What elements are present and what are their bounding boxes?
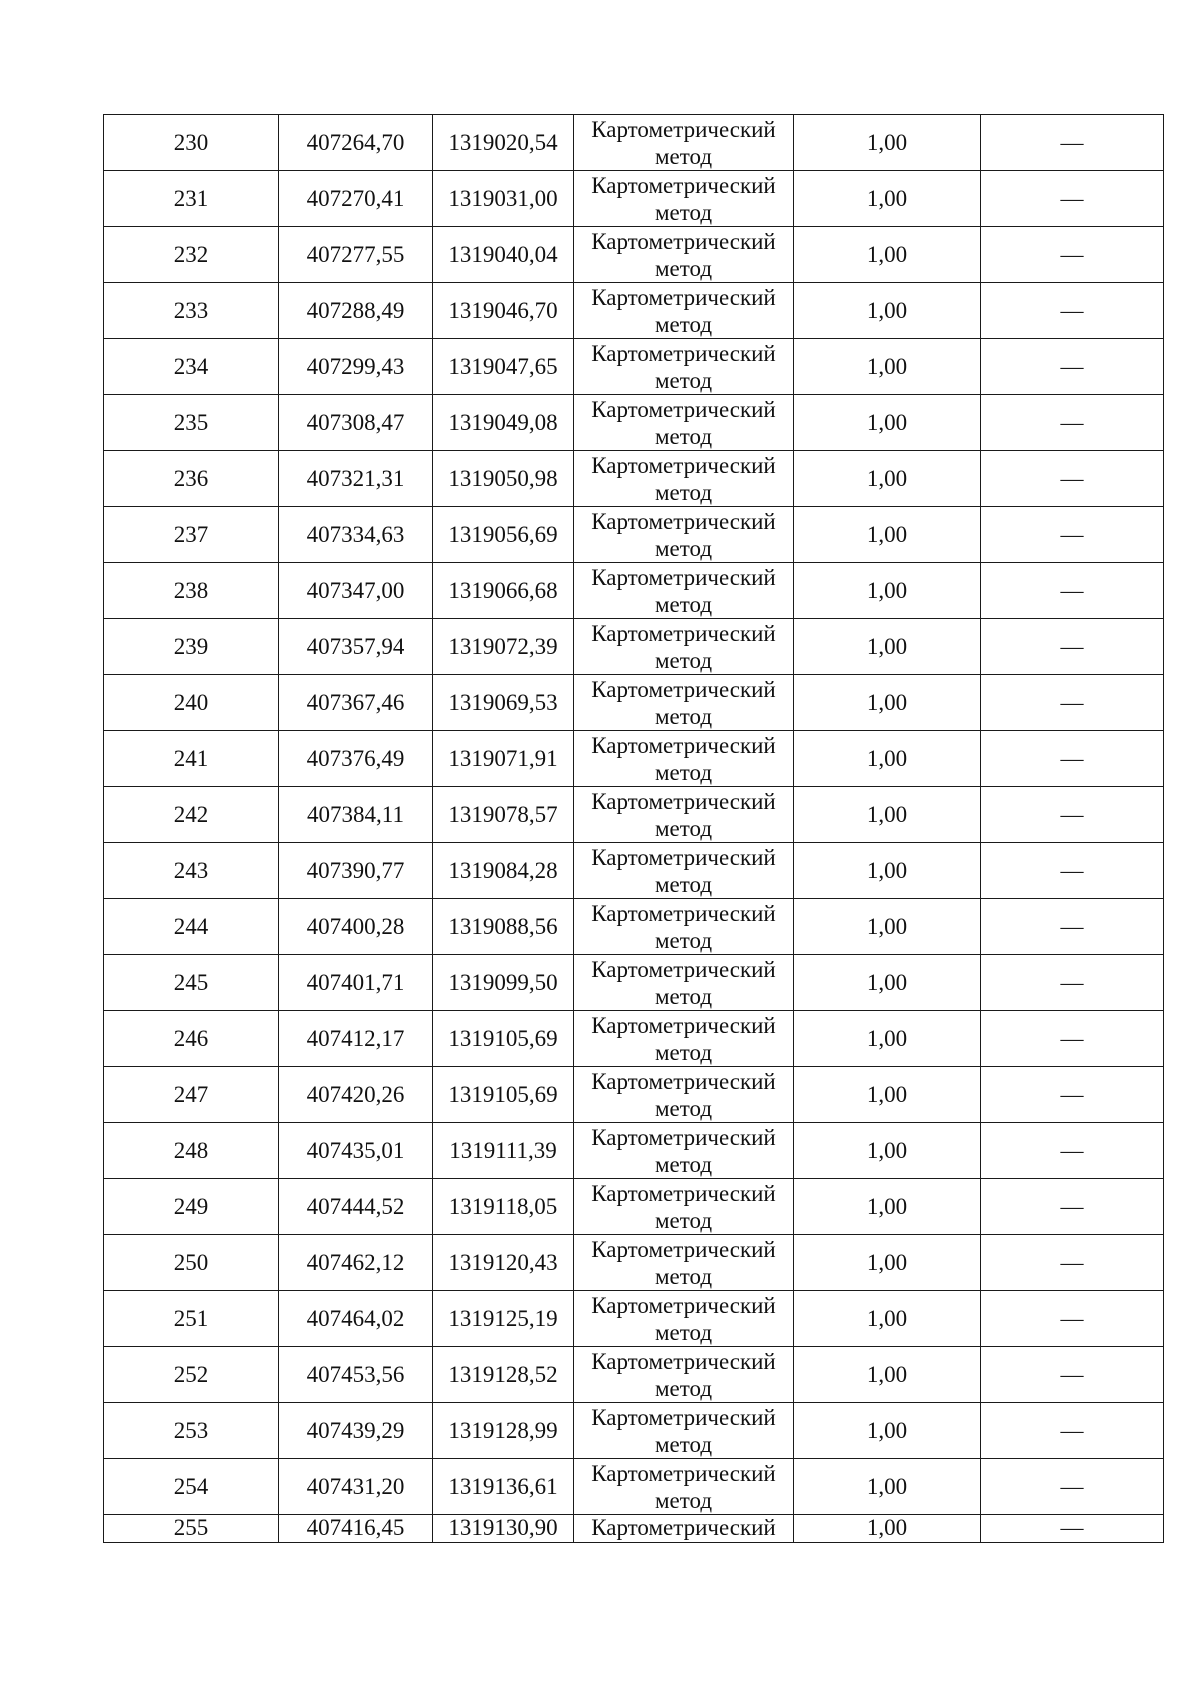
method-line-2: метод xyxy=(654,815,713,841)
method-cell xyxy=(574,1123,794,1179)
x-coordinate-cell: 407334,63 xyxy=(279,507,433,563)
accuracy-cell: 1,00 xyxy=(794,1403,981,1459)
method-line-2: метод xyxy=(654,143,713,169)
accuracy-cell: 1,00 xyxy=(794,1011,981,1067)
table-row xyxy=(104,451,1164,507)
note-dash-cell: — xyxy=(981,1403,1164,1459)
table-row xyxy=(104,1235,1164,1291)
x-coordinate-cell: 407308,47 xyxy=(279,395,433,451)
y-coordinate-cell: 1319049,08 xyxy=(433,395,574,451)
note-dash-cell: — xyxy=(981,563,1164,619)
method-cell xyxy=(574,1459,794,1515)
method-line-1: Картометрический xyxy=(591,956,776,982)
method-cell xyxy=(574,955,794,1011)
x-coordinate-cell: 407357,94 xyxy=(279,619,433,675)
point-number-cell: 247 xyxy=(104,1067,279,1123)
table-row xyxy=(104,619,1164,675)
accuracy-cell: 1,00 xyxy=(794,1291,981,1347)
point-number-cell: 234 xyxy=(104,339,279,395)
accuracy-cell: 1,00 xyxy=(794,1067,981,1123)
method-line-2: метод xyxy=(654,703,713,729)
note-dash-cell: — xyxy=(981,451,1164,507)
note-dash-cell: — xyxy=(981,1123,1164,1179)
table-row xyxy=(104,1291,1164,1347)
method-line-1: Картометрический xyxy=(591,172,776,198)
method-line-2: метод xyxy=(654,647,713,673)
table-row xyxy=(104,1347,1164,1403)
note-dash-cell: — xyxy=(981,619,1164,675)
note-dash-cell: — xyxy=(981,899,1164,955)
method-line-1: Картометрический xyxy=(591,1404,776,1430)
table-row xyxy=(104,1011,1164,1067)
table-row xyxy=(104,171,1164,227)
y-coordinate-cell: 1319088,56 xyxy=(433,899,574,955)
note-dash-cell: — xyxy=(981,283,1164,339)
method-line-1: Картометрический xyxy=(591,340,776,366)
table-row xyxy=(104,115,1164,171)
method-cell xyxy=(574,899,794,955)
y-coordinate-cell: 1319128,99 xyxy=(433,1403,574,1459)
method-line-1: Картометрический xyxy=(591,1515,776,1540)
method-cell xyxy=(574,395,794,451)
method-line-1: Картометрический xyxy=(591,228,776,254)
method-cell xyxy=(574,1067,794,1123)
x-coordinate-cell: 407400,28 xyxy=(279,899,433,955)
method-line-2: метод xyxy=(654,871,713,897)
table-row xyxy=(104,843,1164,899)
accuracy-cell: 1,00 xyxy=(794,787,981,843)
y-coordinate-cell: 1319031,00 xyxy=(433,171,574,227)
note-dash-cell: — xyxy=(981,1067,1164,1123)
point-number-cell: 242 xyxy=(104,787,279,843)
y-coordinate-cell: 1319105,69 xyxy=(433,1011,574,1067)
note-dash-cell: — xyxy=(981,843,1164,899)
point-number-cell: 243 xyxy=(104,843,279,899)
x-coordinate-cell: 407435,01 xyxy=(279,1123,433,1179)
x-coordinate-cell: 407431,20 xyxy=(279,1459,433,1515)
note-dash-cell: — xyxy=(981,115,1164,171)
point-number-cell: 255 xyxy=(104,1515,279,1543)
accuracy-cell: 1,00 xyxy=(794,899,981,955)
accuracy-cell: 1,00 xyxy=(794,227,981,283)
method-line-1: Картометрический xyxy=(591,1292,776,1318)
y-coordinate-cell: 1319118,05 xyxy=(433,1179,574,1235)
note-dash-cell: — xyxy=(981,507,1164,563)
point-number-cell: 233 xyxy=(104,283,279,339)
method-cell xyxy=(574,1291,794,1347)
accuracy-cell: 1,00 xyxy=(794,1459,981,1515)
point-number-cell: 240 xyxy=(104,675,279,731)
accuracy-cell: 1,00 xyxy=(794,507,981,563)
note-dash-cell: — xyxy=(981,339,1164,395)
method-line-1: Картометрический xyxy=(591,508,776,534)
method-line-1: Картометрический xyxy=(591,900,776,926)
point-number-cell: 235 xyxy=(104,395,279,451)
y-coordinate-cell: 1319056,69 xyxy=(433,507,574,563)
method-line-2: метод xyxy=(654,423,713,449)
accuracy-cell: 1,00 xyxy=(794,955,981,1011)
method-line-2: метод xyxy=(654,1319,713,1345)
accuracy-cell: 1,00 xyxy=(794,451,981,507)
table-row xyxy=(104,395,1164,451)
method-cell xyxy=(574,675,794,731)
y-coordinate-cell: 1319120,43 xyxy=(433,1235,574,1291)
table-row xyxy=(104,1403,1164,1459)
accuracy-cell: 1,00 xyxy=(794,1515,981,1543)
table-row xyxy=(104,507,1164,563)
table-row xyxy=(104,1459,1164,1515)
method-line-2: метод xyxy=(654,1263,713,1289)
note-dash-cell: — xyxy=(981,955,1164,1011)
x-coordinate-cell: 407270,41 xyxy=(279,171,433,227)
method-cell xyxy=(574,227,794,283)
x-coordinate-cell: 407420,26 xyxy=(279,1067,433,1123)
method-line-2: метод xyxy=(654,1039,713,1065)
accuracy-cell: 1,00 xyxy=(794,115,981,171)
accuracy-cell: 1,00 xyxy=(794,619,981,675)
y-coordinate-cell: 1319105,69 xyxy=(433,1067,574,1123)
accuracy-cell: 1,00 xyxy=(794,1347,981,1403)
method-cell xyxy=(574,283,794,339)
table-row xyxy=(104,339,1164,395)
note-dash-cell: — xyxy=(981,1347,1164,1403)
method-line-1: Картометрический xyxy=(591,1348,776,1374)
point-number-cell: 254 xyxy=(104,1459,279,1515)
method-cell xyxy=(574,1515,794,1543)
x-coordinate-cell: 407347,00 xyxy=(279,563,433,619)
y-coordinate-cell: 1319111,39 xyxy=(433,1123,574,1179)
note-dash-cell: — xyxy=(981,1011,1164,1067)
table-row xyxy=(104,283,1164,339)
method-cell xyxy=(574,1235,794,1291)
x-coordinate-cell: 407367,46 xyxy=(279,675,433,731)
y-coordinate-cell: 1319099,50 xyxy=(433,955,574,1011)
point-number-cell: 248 xyxy=(104,1123,279,1179)
method-line-2: метод xyxy=(654,983,713,1009)
method-cell xyxy=(574,563,794,619)
accuracy-cell: 1,00 xyxy=(794,1179,981,1235)
method-line-2: метод xyxy=(654,535,713,561)
y-coordinate-cell: 1319047,65 xyxy=(433,339,574,395)
point-number-cell: 237 xyxy=(104,507,279,563)
method-cell xyxy=(574,731,794,787)
method-cell xyxy=(574,451,794,507)
method-cell xyxy=(574,1347,794,1403)
accuracy-cell: 1,00 xyxy=(794,171,981,227)
point-number-cell: 251 xyxy=(104,1291,279,1347)
table-row xyxy=(104,1067,1164,1123)
accuracy-cell: 1,00 xyxy=(794,1235,981,1291)
note-dash-cell: — xyxy=(981,1515,1164,1543)
note-dash-cell: — xyxy=(981,1459,1164,1515)
x-coordinate-cell: 407384,11 xyxy=(279,787,433,843)
method-cell xyxy=(574,1179,794,1235)
x-coordinate-cell: 407277,55 xyxy=(279,227,433,283)
point-number-cell: 241 xyxy=(104,731,279,787)
method-line-1: Картометрический xyxy=(591,284,776,310)
note-dash-cell: — xyxy=(981,787,1164,843)
method-cell xyxy=(574,115,794,171)
table-row xyxy=(104,675,1164,731)
method-line-2: метод xyxy=(654,255,713,281)
x-coordinate-cell: 407444,52 xyxy=(279,1179,433,1235)
accuracy-cell: 1,00 xyxy=(794,1123,981,1179)
note-dash-cell: — xyxy=(981,675,1164,731)
method-line-1: Картометрический xyxy=(591,1124,776,1150)
method-line-1: Картометрический xyxy=(591,1180,776,1206)
x-coordinate-cell: 407401,71 xyxy=(279,955,433,1011)
accuracy-cell: 1,00 xyxy=(794,675,981,731)
point-number-cell: 231 xyxy=(104,171,279,227)
accuracy-cell: 1,00 xyxy=(794,563,981,619)
y-coordinate-cell: 1319078,57 xyxy=(433,787,574,843)
note-dash-cell: — xyxy=(981,1235,1164,1291)
method-line-2: метод xyxy=(654,367,713,393)
x-coordinate-cell: 407390,77 xyxy=(279,843,433,899)
x-coordinate-cell: 407264,70 xyxy=(279,115,433,171)
method-line-1: Картометрический xyxy=(591,732,776,758)
table-row xyxy=(104,899,1164,955)
point-number-cell: 230 xyxy=(104,115,279,171)
note-dash-cell: — xyxy=(981,227,1164,283)
method-line-2: метод xyxy=(654,1095,713,1121)
x-coordinate-cell: 407299,43 xyxy=(279,339,433,395)
table-row xyxy=(104,1179,1164,1235)
method-line-2: метод xyxy=(654,1431,713,1457)
method-line-2: метод xyxy=(654,199,713,225)
method-line-2: метод xyxy=(654,1375,713,1401)
coordinates-table xyxy=(103,114,1164,1543)
accuracy-cell: 1,00 xyxy=(794,843,981,899)
method-cell xyxy=(574,507,794,563)
x-coordinate-cell: 407321,31 xyxy=(279,451,433,507)
note-dash-cell: — xyxy=(981,395,1164,451)
x-coordinate-cell: 407453,56 xyxy=(279,1347,433,1403)
x-coordinate-cell: 407439,29 xyxy=(279,1403,433,1459)
method-cell xyxy=(574,1403,794,1459)
y-coordinate-cell: 1319130,90 xyxy=(433,1515,574,1543)
method-line-2: метод xyxy=(654,927,713,953)
table-row xyxy=(104,731,1164,787)
y-coordinate-cell: 1319050,98 xyxy=(433,451,574,507)
coordinates-table-body xyxy=(104,115,1164,1543)
x-coordinate-cell: 407376,49 xyxy=(279,731,433,787)
method-cell xyxy=(574,171,794,227)
method-line-2: метод xyxy=(654,1207,713,1233)
method-line-1: Картометрический xyxy=(591,1236,776,1262)
point-number-cell: 238 xyxy=(104,563,279,619)
point-number-cell: 249 xyxy=(104,1179,279,1235)
method-line-1: Картометрический xyxy=(591,788,776,814)
table-row xyxy=(104,563,1164,619)
x-coordinate-cell: 407288,49 xyxy=(279,283,433,339)
method-line-1: Картометрический xyxy=(591,564,776,590)
y-coordinate-cell: 1319125,19 xyxy=(433,1291,574,1347)
point-number-cell: 239 xyxy=(104,619,279,675)
method-line-1: Картометрический xyxy=(591,1068,776,1094)
method-line-1: Картометрический xyxy=(591,1012,776,1038)
y-coordinate-cell: 1319072,39 xyxy=(433,619,574,675)
y-coordinate-cell: 1319128,52 xyxy=(433,1347,574,1403)
x-coordinate-cell: 407464,02 xyxy=(279,1291,433,1347)
table-row xyxy=(104,787,1164,843)
method-line-1: Картометрический xyxy=(591,116,776,142)
point-number-cell: 245 xyxy=(104,955,279,1011)
note-dash-cell: — xyxy=(981,1179,1164,1235)
accuracy-cell: 1,00 xyxy=(794,339,981,395)
method-line-2: метод xyxy=(654,1487,713,1513)
method-cell xyxy=(574,1011,794,1067)
point-number-cell: 253 xyxy=(104,1403,279,1459)
point-number-cell: 250 xyxy=(104,1235,279,1291)
point-number-cell: 244 xyxy=(104,899,279,955)
method-line-2: метод xyxy=(654,591,713,617)
method-cell xyxy=(574,787,794,843)
y-coordinate-cell: 1319066,68 xyxy=(433,563,574,619)
method-cell xyxy=(574,843,794,899)
method-cell xyxy=(574,619,794,675)
y-coordinate-cell: 1319136,61 xyxy=(433,1459,574,1515)
y-coordinate-cell: 1319020,54 xyxy=(433,115,574,171)
method-line-1: Картометрический xyxy=(591,844,776,870)
method-line-2: метод xyxy=(654,1151,713,1177)
accuracy-cell: 1,00 xyxy=(794,395,981,451)
point-number-cell: 236 xyxy=(104,451,279,507)
point-number-cell: 252 xyxy=(104,1347,279,1403)
note-dash-cell: — xyxy=(981,1291,1164,1347)
y-coordinate-cell: 1319084,28 xyxy=(433,843,574,899)
method-line-2: метод xyxy=(654,311,713,337)
x-coordinate-cell: 407412,17 xyxy=(279,1011,433,1067)
accuracy-cell: 1,00 xyxy=(794,283,981,339)
method-line-2: метод xyxy=(654,759,713,785)
accuracy-cell: 1,00 xyxy=(794,731,981,787)
y-coordinate-cell: 1319071,91 xyxy=(433,731,574,787)
method-line-1: Картометрический xyxy=(591,620,776,646)
note-dash-cell: — xyxy=(981,171,1164,227)
method-cell xyxy=(574,339,794,395)
point-number-cell: 246 xyxy=(104,1011,279,1067)
x-coordinate-cell: 407462,12 xyxy=(279,1235,433,1291)
point-number-cell: 232 xyxy=(104,227,279,283)
method-line-2: метод xyxy=(654,479,713,505)
table-row xyxy=(104,227,1164,283)
method-line-1: Картометрический xyxy=(591,676,776,702)
method-line-1: Картометрический xyxy=(591,1460,776,1486)
note-dash-cell: — xyxy=(981,731,1164,787)
y-coordinate-cell: 1319069,53 xyxy=(433,675,574,731)
table-row xyxy=(104,1123,1164,1179)
y-coordinate-cell: 1319046,70 xyxy=(433,283,574,339)
x-coordinate-cell: 407416,45 xyxy=(279,1515,433,1543)
method-line-1: Картометрический xyxy=(591,452,776,478)
table-row xyxy=(104,955,1164,1011)
y-coordinate-cell: 1319040,04 xyxy=(433,227,574,283)
table-row xyxy=(104,1515,1164,1543)
method-line-1: Картометрический xyxy=(591,396,776,422)
